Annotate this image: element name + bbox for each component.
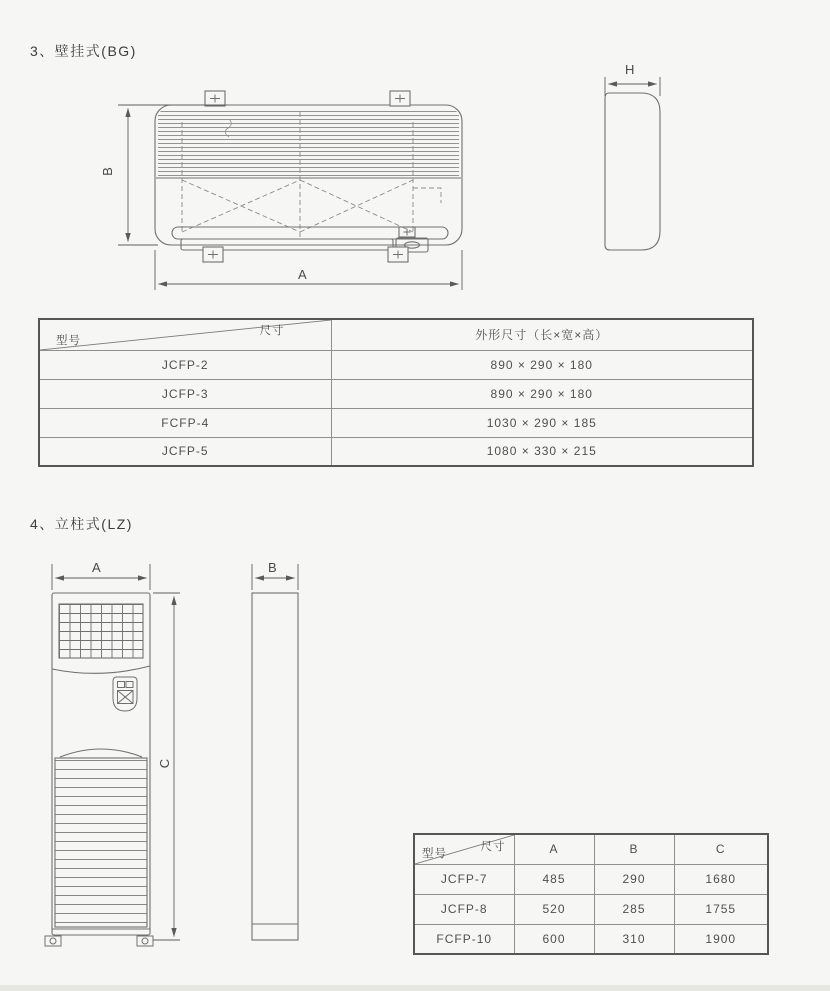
diagonal-header-cell <box>39 319 331 350</box>
diagonal-header-cell <box>414 834 514 864</box>
model-cell: JCFP-5 <box>39 437 331 466</box>
wall-unit-spec-table <box>38 318 754 467</box>
wall-unit-side-view <box>605 77 660 250</box>
floor-unit-spec-table <box>413 833 769 955</box>
dimension-label-c-floor: C <box>157 758 173 769</box>
header-col-c: C <box>674 834 768 864</box>
feet <box>45 936 153 946</box>
value-cell: 1680 <box>674 864 768 894</box>
wall-unit-front-view <box>118 91 462 290</box>
table-header-row <box>414 834 768 864</box>
table-row <box>39 379 753 408</box>
size-cell: 1030 × 290 × 185 <box>331 408 753 437</box>
model-cell: JCFP-2 <box>39 350 331 379</box>
control-panel <box>113 677 137 711</box>
header-dim-label: 尺寸 <box>259 325 285 337</box>
scan-edge <box>0 985 830 991</box>
table-row <box>39 350 753 379</box>
value-cell: 285 <box>594 894 674 924</box>
value-cell: 485 <box>514 864 594 894</box>
model-cell: FCFP-10 <box>414 924 514 954</box>
header-model-label: 型号 <box>422 847 447 860</box>
dimension-label-a-floor: A <box>92 560 101 575</box>
dimension-label-b-wall: B <box>99 167 115 176</box>
intake-louver <box>55 758 147 927</box>
header-size-cell: 外形尺寸（长×宽×高） <box>331 319 753 350</box>
table-row <box>414 894 768 924</box>
louver-lines <box>158 111 459 178</box>
model-cell: JCFP-8 <box>414 894 514 924</box>
size-cell: 890 × 290 × 180 <box>331 379 753 408</box>
table-row <box>414 864 768 894</box>
model-cell: JCFP-7 <box>414 864 514 894</box>
value-cell: 520 <box>514 894 594 924</box>
header-model-label: 型号 <box>56 334 81 347</box>
section-heading-wall-mounted: 3、壁挂式(BG) <box>30 43 137 59</box>
value-cell: 600 <box>514 924 594 954</box>
model-cell: FCFP-4 <box>39 408 331 437</box>
table-row <box>39 408 753 437</box>
dimension-label-b-floor: B <box>268 560 277 575</box>
size-cell: 890 × 290 × 180 <box>331 350 753 379</box>
dimension-label-h-wall: H <box>625 62 635 77</box>
table-row <box>414 924 768 954</box>
size-cell: 1080 × 330 × 215 <box>331 437 753 466</box>
model-cell: JCFP-3 <box>39 379 331 408</box>
value-cell: 310 <box>594 924 674 954</box>
dimension-a-lines <box>155 250 462 290</box>
table-header-row <box>39 319 753 350</box>
value-cell: 290 <box>594 864 674 894</box>
floor-unit-front-view <box>45 564 180 946</box>
header-dim-label: 尺寸 <box>480 841 506 853</box>
dimension-label-a-wall: A <box>298 267 307 282</box>
dimension-a-lines-floor <box>52 564 150 590</box>
value-cell: 1755 <box>674 894 768 924</box>
discharge-grille <box>59 604 143 658</box>
value-cell: 1900 <box>674 924 768 954</box>
floor-unit-side-view <box>252 564 298 940</box>
table-row <box>39 437 753 466</box>
section-heading-floor-standing: 4、立柱式(LZ) <box>30 516 133 532</box>
header-col-b: B <box>594 834 674 864</box>
header-col-a: A <box>514 834 594 864</box>
